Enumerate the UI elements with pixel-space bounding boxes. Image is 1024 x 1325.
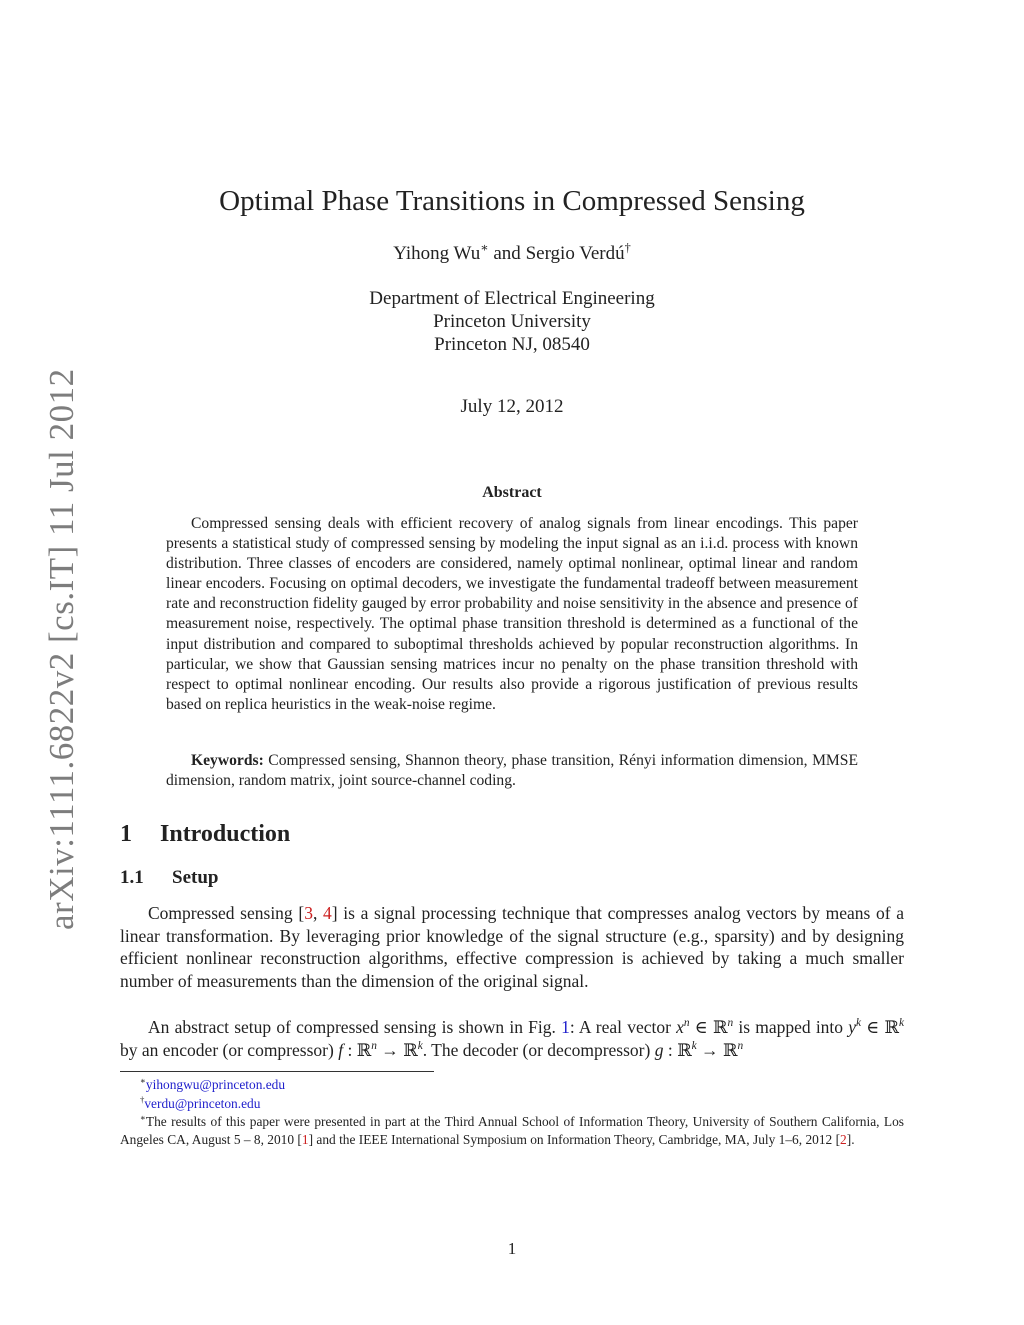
email-link[interactable]: verdu@princeton.edu bbox=[144, 1096, 261, 1111]
text-run: ] is a signal processing technique that compresses analog vectors by means of a linear transformation. By leveraging prior knowledge of the signal structure (e.g., sparsity) and by designing efficient nonlinear reconstruction algorithms, effective compression is achieved by taking a much smaller number of measurements than the dimension of the original signal. bbox=[120, 903, 904, 992]
text-run: by an encoder (or compressor) bbox=[120, 1039, 339, 1060]
paragraph-2 bbox=[120, 1016, 904, 1061]
keywords-label: Keywords: bbox=[191, 752, 264, 769]
citation-link[interactable]: 2 bbox=[840, 1132, 847, 1147]
text-run: . The decoder (or decompressor) bbox=[422, 1039, 655, 1060]
author-2-mark: † bbox=[624, 240, 631, 255]
paragraph-1 bbox=[120, 902, 904, 993]
text-run: ]. bbox=[846, 1132, 855, 1147]
affiliation-line: Princeton University bbox=[433, 311, 591, 332]
footnote-rule bbox=[120, 1071, 434, 1072]
subsection-number: 1.1 bbox=[120, 867, 144, 888]
math-expression: g : ℝ$^k$ → ℝ$^n$ bbox=[654, 1039, 744, 1060]
section-heading bbox=[120, 821, 290, 848]
arxiv-identifier: arXiv:1111.6822v2 [cs.IT] 11 Jul 2012 bbox=[42, 368, 81, 930]
paper-title: Optimal Phase Transitions in Compressed Sensing bbox=[219, 185, 805, 217]
affiliation bbox=[120, 287, 904, 356]
author-1: Yihong Wu bbox=[393, 243, 481, 264]
subsection-heading bbox=[120, 867, 218, 889]
keywords bbox=[166, 751, 858, 791]
paper-date: July 12, 2012 bbox=[460, 396, 564, 417]
footnote-mark: † bbox=[140, 1094, 145, 1105]
email-link[interactable]: yihongwu@princeton.edu bbox=[145, 1077, 286, 1092]
affiliation-line: Princeton NJ, 08540 bbox=[434, 334, 590, 355]
math-expression: $y^k$ ∈ ℝ$^k$ bbox=[848, 1017, 905, 1037]
subsection-title: Setup bbox=[172, 867, 219, 888]
abstract-text: Compressed sensing deals with efficient recovery of analog signals from linear encodings. This paper presents a statistical study of compressed sensing by modeling the input signal as an i.i.d. process with known distribution. Three classes of encoders are considered, namely optimal nonlinear, optimal linear and random linear encoders. Focusing on optimal decoders, we investigate the fundamental tradeoff between measurement rate and reconstruction fidelity gauged by error probability and noise sensitivity in the absence and presence of measurement noise, respectively. The optimal phase transition threshold is determined as a functional of the input distribution and compared to suboptimal thresholds achieved by popular reconstruction algorithms. In particular, we show that Gaussian sensing matrices incur no penalty on the phase transition threshold with respect to optimal nonlinear encoding. Our results also provide a rigorous justification of previous results based on replica heuristics in the weak-noise regime. bbox=[166, 515, 858, 713]
footnote-1 bbox=[120, 1076, 904, 1094]
authors bbox=[120, 240, 904, 265]
math-expression: $x^n$ ∈ ℝ$^n$ bbox=[676, 1017, 734, 1037]
section-title: Introduction bbox=[160, 821, 291, 847]
author-1-mark: ∗ bbox=[480, 240, 489, 255]
citation-link[interactable]: 4 bbox=[322, 903, 332, 923]
math-expression: f : ℝ$^n$ → ℝ$^k$ bbox=[338, 1039, 423, 1060]
footnote-mark: ∗ bbox=[140, 1075, 146, 1086]
text-run: : A real vector bbox=[569, 1017, 677, 1037]
text-run: An abstract setup of compressed sensing is shown in Fig. bbox=[148, 1017, 562, 1037]
arxiv-sidebar bbox=[12, 368, 81, 930]
footnote-mark: ∗ bbox=[140, 1112, 146, 1123]
author-2: Sergio Verdú bbox=[525, 243, 625, 264]
author-and: and bbox=[488, 243, 526, 264]
keywords-text: Compressed sensing, Shannon theory, phase transition, Rényi information dimension, MMSE dimension, random matrix, joint source-channel coding. bbox=[166, 752, 858, 789]
abstract-heading: Abstract bbox=[482, 484, 542, 501]
footnote-3 bbox=[120, 1113, 904, 1149]
text-run: Compressed sensing [ bbox=[148, 903, 305, 923]
text-run: , bbox=[312, 903, 323, 923]
footnote-2 bbox=[120, 1095, 904, 1113]
citation-link[interactable]: 1 bbox=[301, 1132, 309, 1147]
affiliation-line: Department of Electrical Engineering bbox=[369, 288, 655, 309]
text-run: The results of this paper were presented in part at the Third Annual School of Information Theory, University of Southern California, Los Angeles CA, August 5 – 8, 2010 [ bbox=[120, 1114, 904, 1147]
citation-link[interactable]: 3 bbox=[304, 903, 313, 923]
text-run: ] and the IEEE International Symposium on Information Theory, Cambridge, MA, July 1–6, 2012 [ bbox=[308, 1132, 841, 1147]
figure-link[interactable]: 1 bbox=[561, 1017, 570, 1037]
text-run: is mapped into bbox=[733, 1017, 849, 1037]
section-number: 1 bbox=[120, 821, 132, 847]
page-number: 1 bbox=[507, 1239, 517, 1258]
